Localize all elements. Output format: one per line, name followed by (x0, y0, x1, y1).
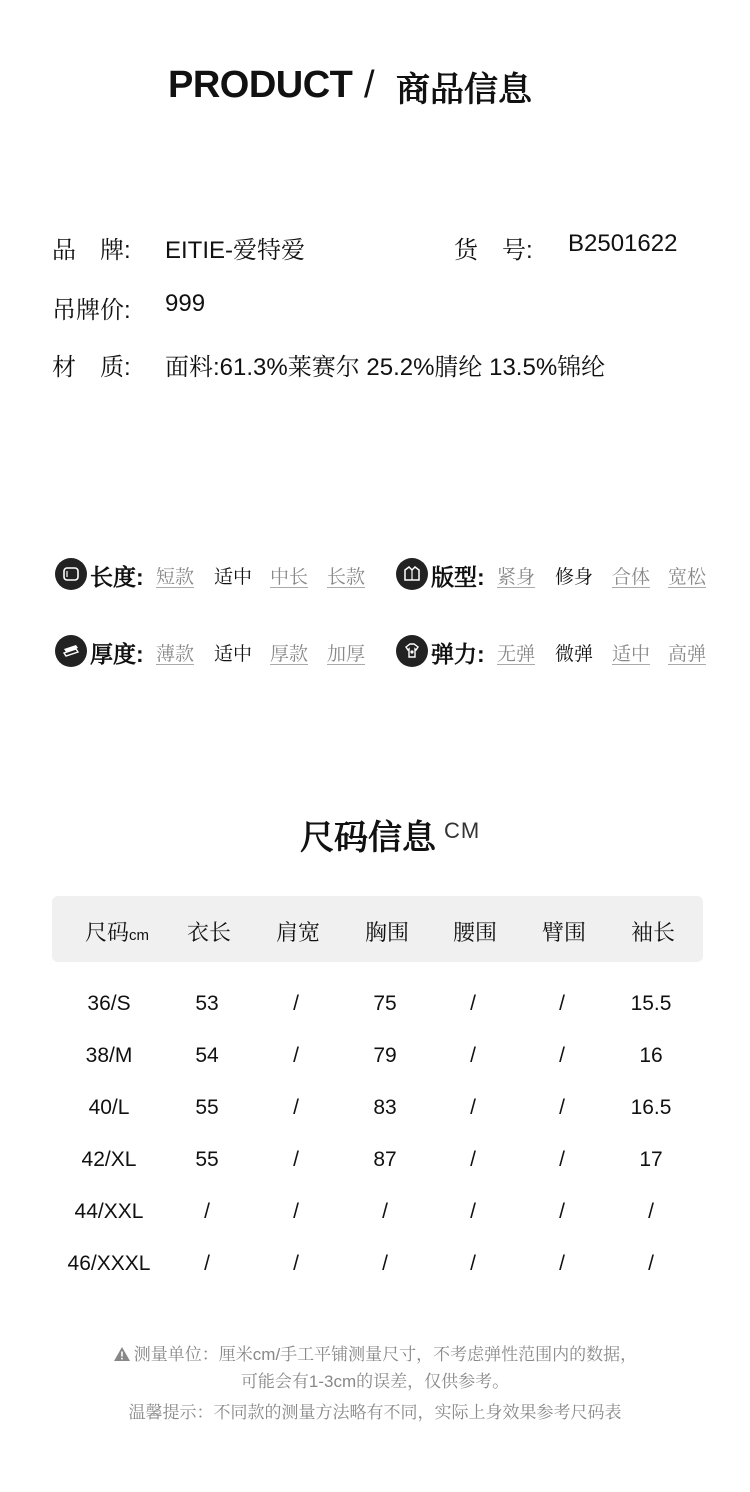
table-cell: / (293, 1252, 299, 1275)
sku-value: B2501622 (568, 230, 678, 257)
fit-option-loose: 宽松 (668, 567, 707, 588)
table-cell: / (293, 1044, 299, 1067)
table-cell: / (648, 1200, 654, 1223)
measurement-note-2: 可能会有1-3cm的误差，仅供参考。 (240, 1372, 510, 1391)
table-cell: 16.5 (630, 1096, 672, 1119)
table-cell: / (470, 1096, 476, 1119)
table-cell: 36/S (87, 992, 131, 1015)
header-shoulder: 肩宽 (275, 920, 320, 945)
elasticity-attribute (396, 634, 716, 670)
brand-value: EITIE-爱特爱 (165, 237, 306, 264)
elasticity-option-slight: 微弹 (555, 644, 594, 665)
table-row (0, 1096, 750, 1136)
table-cell: / (559, 1200, 565, 1223)
price-value: 999 (165, 290, 206, 317)
fit-label: 版型: (431, 564, 485, 590)
elasticity-option-medium: 适中 (612, 644, 651, 665)
size-section-title (0, 810, 750, 860)
thickness-label: 厚度: (90, 641, 144, 667)
table-row (0, 1148, 750, 1188)
length-attribute (55, 557, 375, 593)
table-cell: 79 (373, 1044, 397, 1067)
table-cell: / (293, 1096, 299, 1119)
header-length: 衣长 (186, 920, 231, 945)
elasticity-label: 弹力: (431, 641, 485, 667)
table-cell: 55 (195, 1148, 219, 1171)
fit-option-regular: 合体 (612, 567, 651, 588)
table-cell: / (559, 1148, 565, 1171)
brand-row (52, 230, 712, 262)
table-row (0, 1044, 750, 1084)
table-cell: / (470, 1044, 476, 1067)
table-cell: 55 (195, 1096, 219, 1119)
table-cell: 42/XL (81, 1148, 137, 1171)
table-cell: 15.5 (630, 992, 672, 1015)
material-label: 材 质: (52, 354, 131, 381)
thickness-icon (55, 635, 87, 667)
header-size: 尺码cm (84, 920, 149, 945)
header-arm: 臂围 (541, 920, 586, 945)
material-row (52, 347, 712, 379)
table-cell: / (204, 1252, 210, 1275)
table-cell: / (293, 1200, 299, 1223)
table-cell: / (470, 1252, 476, 1275)
header-waist: 腰围 (452, 920, 497, 945)
table-cell: / (293, 1148, 299, 1171)
table-cell: 40/L (88, 1096, 130, 1119)
table-row (0, 1200, 750, 1240)
length-option-long: 长款 (327, 567, 366, 588)
size-table-header (52, 896, 703, 962)
thickness-option-thin: 薄款 (156, 644, 195, 665)
table-cell: / (559, 1044, 565, 1067)
tip-note: 温馨提示：不同款的测量方法略有不同，实际上身效果参考尺码表 (128, 1403, 622, 1422)
table-cell: / (293, 992, 299, 1015)
length-option-mid-long: 中长 (270, 567, 309, 588)
table-cell: / (204, 1200, 210, 1223)
thickness-option-medium: 适中 (214, 644, 253, 665)
table-cell: / (648, 1252, 654, 1275)
thickness-attribute (55, 634, 375, 670)
page-header (0, 58, 750, 118)
brand-label: 品 牌: (52, 237, 131, 264)
table-cell: 17 (639, 1148, 663, 1171)
elasticity-option-none: 无弹 (497, 644, 536, 665)
table-cell: 38/M (85, 1044, 133, 1067)
table-cell: / (470, 1148, 476, 1171)
header-sleeve: 袖长 (630, 920, 675, 945)
fit-option-slim: 修身 (555, 567, 594, 588)
table-cell: / (470, 992, 476, 1015)
table-cell: 44/XXL (74, 1200, 144, 1223)
header-chest: 胸围 (364, 920, 409, 945)
table-cell: / (382, 1200, 388, 1223)
length-label: 长度: (90, 564, 144, 590)
table-cell: / (470, 1200, 476, 1223)
table-row (0, 1252, 750, 1292)
header-slash: / (364, 64, 375, 106)
table-cell: / (559, 1096, 565, 1119)
table-cell: / (559, 1252, 565, 1275)
length-option-medium: 适中 (214, 567, 253, 588)
sku-label: 货 号: (454, 237, 533, 264)
price-label: 吊牌价: (52, 297, 131, 324)
fit-option-tight: 紧身 (497, 567, 536, 588)
length-option-short: 短款 (156, 567, 195, 588)
warning-icon (113, 1346, 131, 1362)
elasticity-icon (396, 635, 428, 667)
thickness-option-thick: 厚款 (270, 644, 309, 665)
price-row (52, 290, 712, 322)
table-cell: / (382, 1252, 388, 1275)
table-cell: 83 (373, 1096, 397, 1119)
size-title-text: 尺码信息 (300, 819, 436, 857)
table-row (0, 992, 750, 1032)
fit-attribute (396, 557, 716, 593)
material-value: 面料:61.3%莱赛尔 25.2%腈纶 13.5%锦纶 (165, 354, 606, 381)
thickness-option-extra-thick: 加厚 (327, 644, 366, 665)
size-title-unit: CM (444, 818, 481, 843)
table-cell: 87 (373, 1148, 397, 1171)
table-cell: / (559, 992, 565, 1015)
measurement-note-1 (0, 1340, 750, 1365)
table-cell: 46/XXXL (67, 1252, 151, 1275)
measurement-note-1-text: 测量单位：厘米cm/手工平铺测量尺寸，不考虑弹性范围内的数据， (133, 1345, 638, 1364)
table-cell: 54 (195, 1044, 219, 1067)
header-title-en: PRODUCT (168, 64, 353, 106)
elasticity-option-high: 高弹 (668, 644, 707, 665)
length-icon (55, 558, 87, 590)
table-cell: 16 (639, 1044, 663, 1067)
table-cell: 53 (195, 992, 219, 1015)
header-title-cn: 商品信息 (396, 71, 532, 109)
fit-icon (396, 558, 428, 590)
table-cell: 75 (373, 992, 397, 1015)
